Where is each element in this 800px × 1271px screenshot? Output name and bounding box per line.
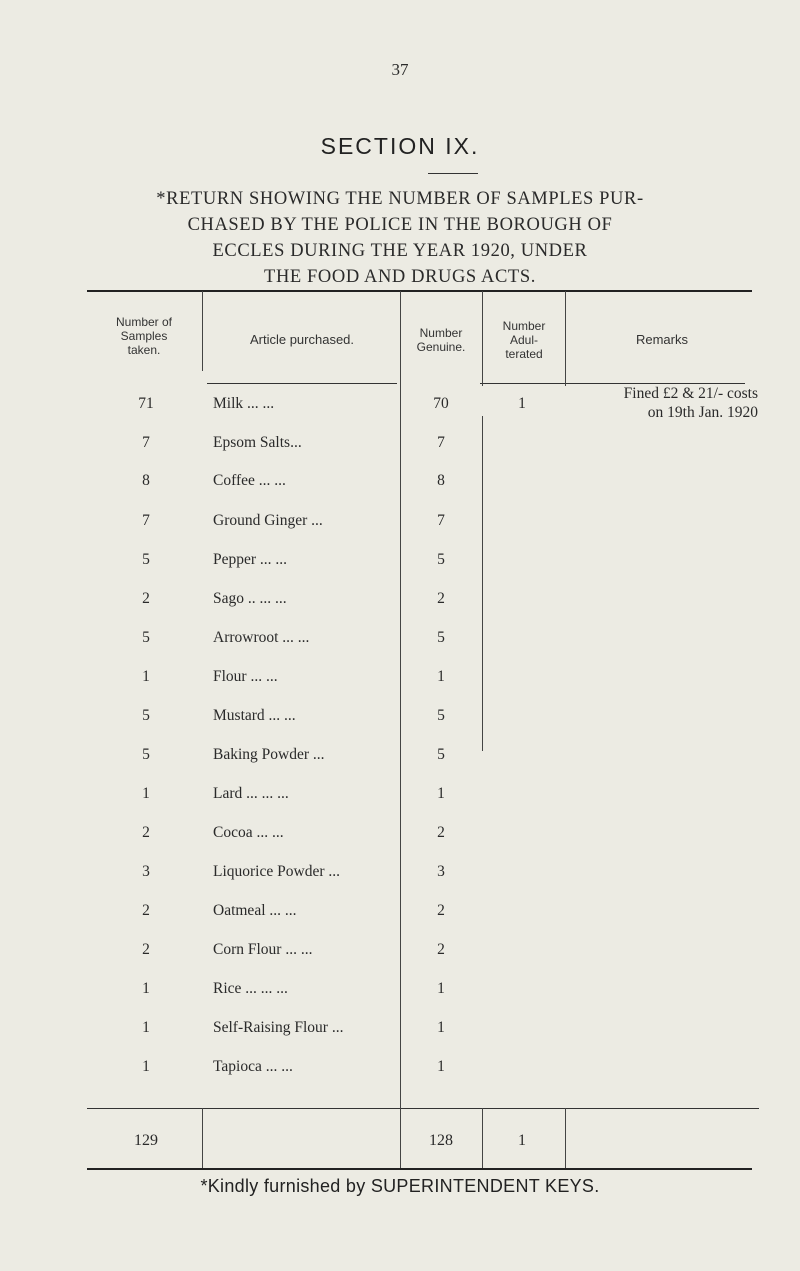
section-title: SECTION IX. [320, 133, 480, 159]
genuine-cell: 2 [437, 902, 445, 919]
header-article [207, 300, 397, 380]
table-row [0, 863, 800, 893]
table-row [0, 551, 800, 581]
article-cell: Rice ... ... ... [213, 980, 288, 997]
header-remarks [567, 300, 757, 380]
article-cell: Coffee ... ... [213, 472, 286, 489]
samples-cell: 71 [138, 395, 154, 412]
heading-line: *RETURN SHOWING THE NUMBER OF SAMPLES PUR- [156, 189, 644, 209]
samples-cell: 1 [142, 668, 150, 685]
page-number: 37 [391, 60, 409, 79]
article-cell: Cocoa ... ... [213, 824, 284, 841]
article-cell: Pepper ... ... [213, 551, 288, 568]
table-row [0, 668, 800, 698]
header-line: Remarks [635, 332, 688, 347]
genuine-cell: 5 [437, 551, 445, 568]
genuine-cell: 2 [437, 590, 445, 607]
header-line: terated [505, 347, 543, 361]
genuine-cell: 70 [433, 395, 449, 412]
article-cell: Sago .. ... ... [213, 590, 287, 607]
samples-cell: 7 [142, 434, 150, 451]
table-row [0, 941, 800, 971]
column-divider [565, 291, 566, 386]
header-line: Number [502, 319, 546, 333]
samples-cell: 2 [142, 941, 150, 958]
adulterated-cell: 1 [518, 395, 526, 412]
table-row [0, 824, 800, 854]
genuine-cell: 1 [437, 668, 445, 685]
title-rule [428, 173, 478, 174]
genuine-cell: 3 [437, 863, 445, 880]
genuine-cell: 7 [437, 512, 445, 529]
genuine-cell: 8 [437, 472, 445, 489]
table-row [0, 785, 800, 815]
table-row [0, 1019, 800, 1049]
article-cell: Corn Flour ... ... [213, 941, 313, 958]
samples-cell: 2 [142, 590, 150, 607]
article-cell: Self-Raising Flour ... [213, 1019, 344, 1036]
remarks-cell [572, 384, 758, 422]
table-row [0, 1058, 800, 1088]
table-row [0, 629, 800, 659]
table-bottom-rule [87, 1168, 752, 1170]
totals-rule [87, 1108, 759, 1109]
samples-cell: 8 [142, 472, 150, 489]
column-divider [202, 1108, 203, 1168]
article-cell: Epsom Salts... [213, 434, 302, 451]
article-cell: Lard ... ... ... [213, 785, 289, 802]
genuine-cell: 5 [437, 629, 445, 646]
article-cell: Ground Ginger ... [213, 512, 323, 529]
heading-line: CHASED BY THE POLICE IN THE BOROUGH OF [187, 215, 613, 235]
genuine-cell: 2 [437, 824, 445, 841]
remarks-line: Fined £2 & 21/- costs [623, 385, 758, 402]
samples-cell: 7 [142, 512, 150, 529]
article-cell: Arrowroot ... ... [213, 629, 310, 646]
footnote: *Kindly furnished by SUPERINTENDENT KEYS. [200, 1176, 600, 1196]
article-cell: Baking Powder ... [213, 746, 325, 763]
header-samples [90, 296, 198, 376]
genuine-cell: 2 [437, 941, 445, 958]
header-line: Adul- [509, 333, 538, 347]
samples-cell: 1 [142, 980, 150, 997]
table-row [0, 590, 800, 620]
samples-cell: 5 [142, 707, 150, 724]
genuine-cell: 1 [437, 1058, 445, 1075]
samples-cell: 2 [142, 824, 150, 841]
total-samples: 129 [134, 1132, 158, 1149]
header-line: Samples [120, 329, 168, 343]
table-row [0, 472, 800, 502]
article-cell: Oatmeal ... ... [213, 902, 297, 919]
samples-cell: 1 [142, 1019, 150, 1036]
genuine-cell: 1 [437, 980, 445, 997]
table-row [0, 512, 800, 542]
header-line: Number of [115, 315, 173, 329]
header-line: Article purchased. [249, 332, 355, 347]
samples-cell: 1 [142, 785, 150, 802]
column-divider [482, 291, 483, 386]
header-line: taken. [127, 343, 161, 357]
genuine-cell: 5 [437, 746, 445, 763]
column-divider [482, 416, 483, 751]
article-cell: Tapioca ... ... [213, 1058, 293, 1075]
remarks-line: on 19th Jan. 1920 [647, 404, 758, 421]
header-line: Genuine. [416, 340, 466, 354]
table-row [0, 434, 800, 464]
table-row [0, 902, 800, 932]
article-cell: Milk ... ... [213, 395, 275, 412]
header-adulterated [484, 300, 564, 380]
column-divider [400, 1108, 401, 1168]
header-rule [207, 383, 397, 384]
genuine-cell: 1 [437, 1019, 445, 1036]
article-cell: Flour ... ... [213, 668, 278, 685]
genuine-cell: 5 [437, 707, 445, 724]
total-genuine: 128 [429, 1132, 453, 1149]
samples-cell: 3 [142, 863, 150, 880]
samples-cell: 5 [142, 629, 150, 646]
header-line: Number [419, 326, 463, 340]
article-cell: Mustard ... ... [213, 707, 296, 724]
column-divider [565, 1108, 566, 1168]
total-adulterated: 1 [518, 1132, 526, 1149]
header-genuine [402, 300, 480, 380]
genuine-cell: 1 [437, 785, 445, 802]
genuine-cell: 7 [437, 434, 445, 451]
table-row [0, 707, 800, 737]
heading-line: ECCLES DURING THE YEAR 1920, UNDER [212, 241, 588, 261]
heading-line: THE FOOD AND DRUGS ACTS. [264, 267, 536, 287]
table-row [0, 980, 800, 1010]
return-heading [0, 186, 800, 290]
table-row [0, 746, 800, 776]
column-divider [202, 291, 203, 371]
samples-cell: 5 [142, 551, 150, 568]
samples-cell: 1 [142, 1058, 150, 1075]
samples-cell: 2 [142, 902, 150, 919]
samples-cell: 5 [142, 746, 150, 763]
article-cell: Liquorice Powder ... [213, 863, 340, 880]
table-top-rule [87, 290, 752, 292]
